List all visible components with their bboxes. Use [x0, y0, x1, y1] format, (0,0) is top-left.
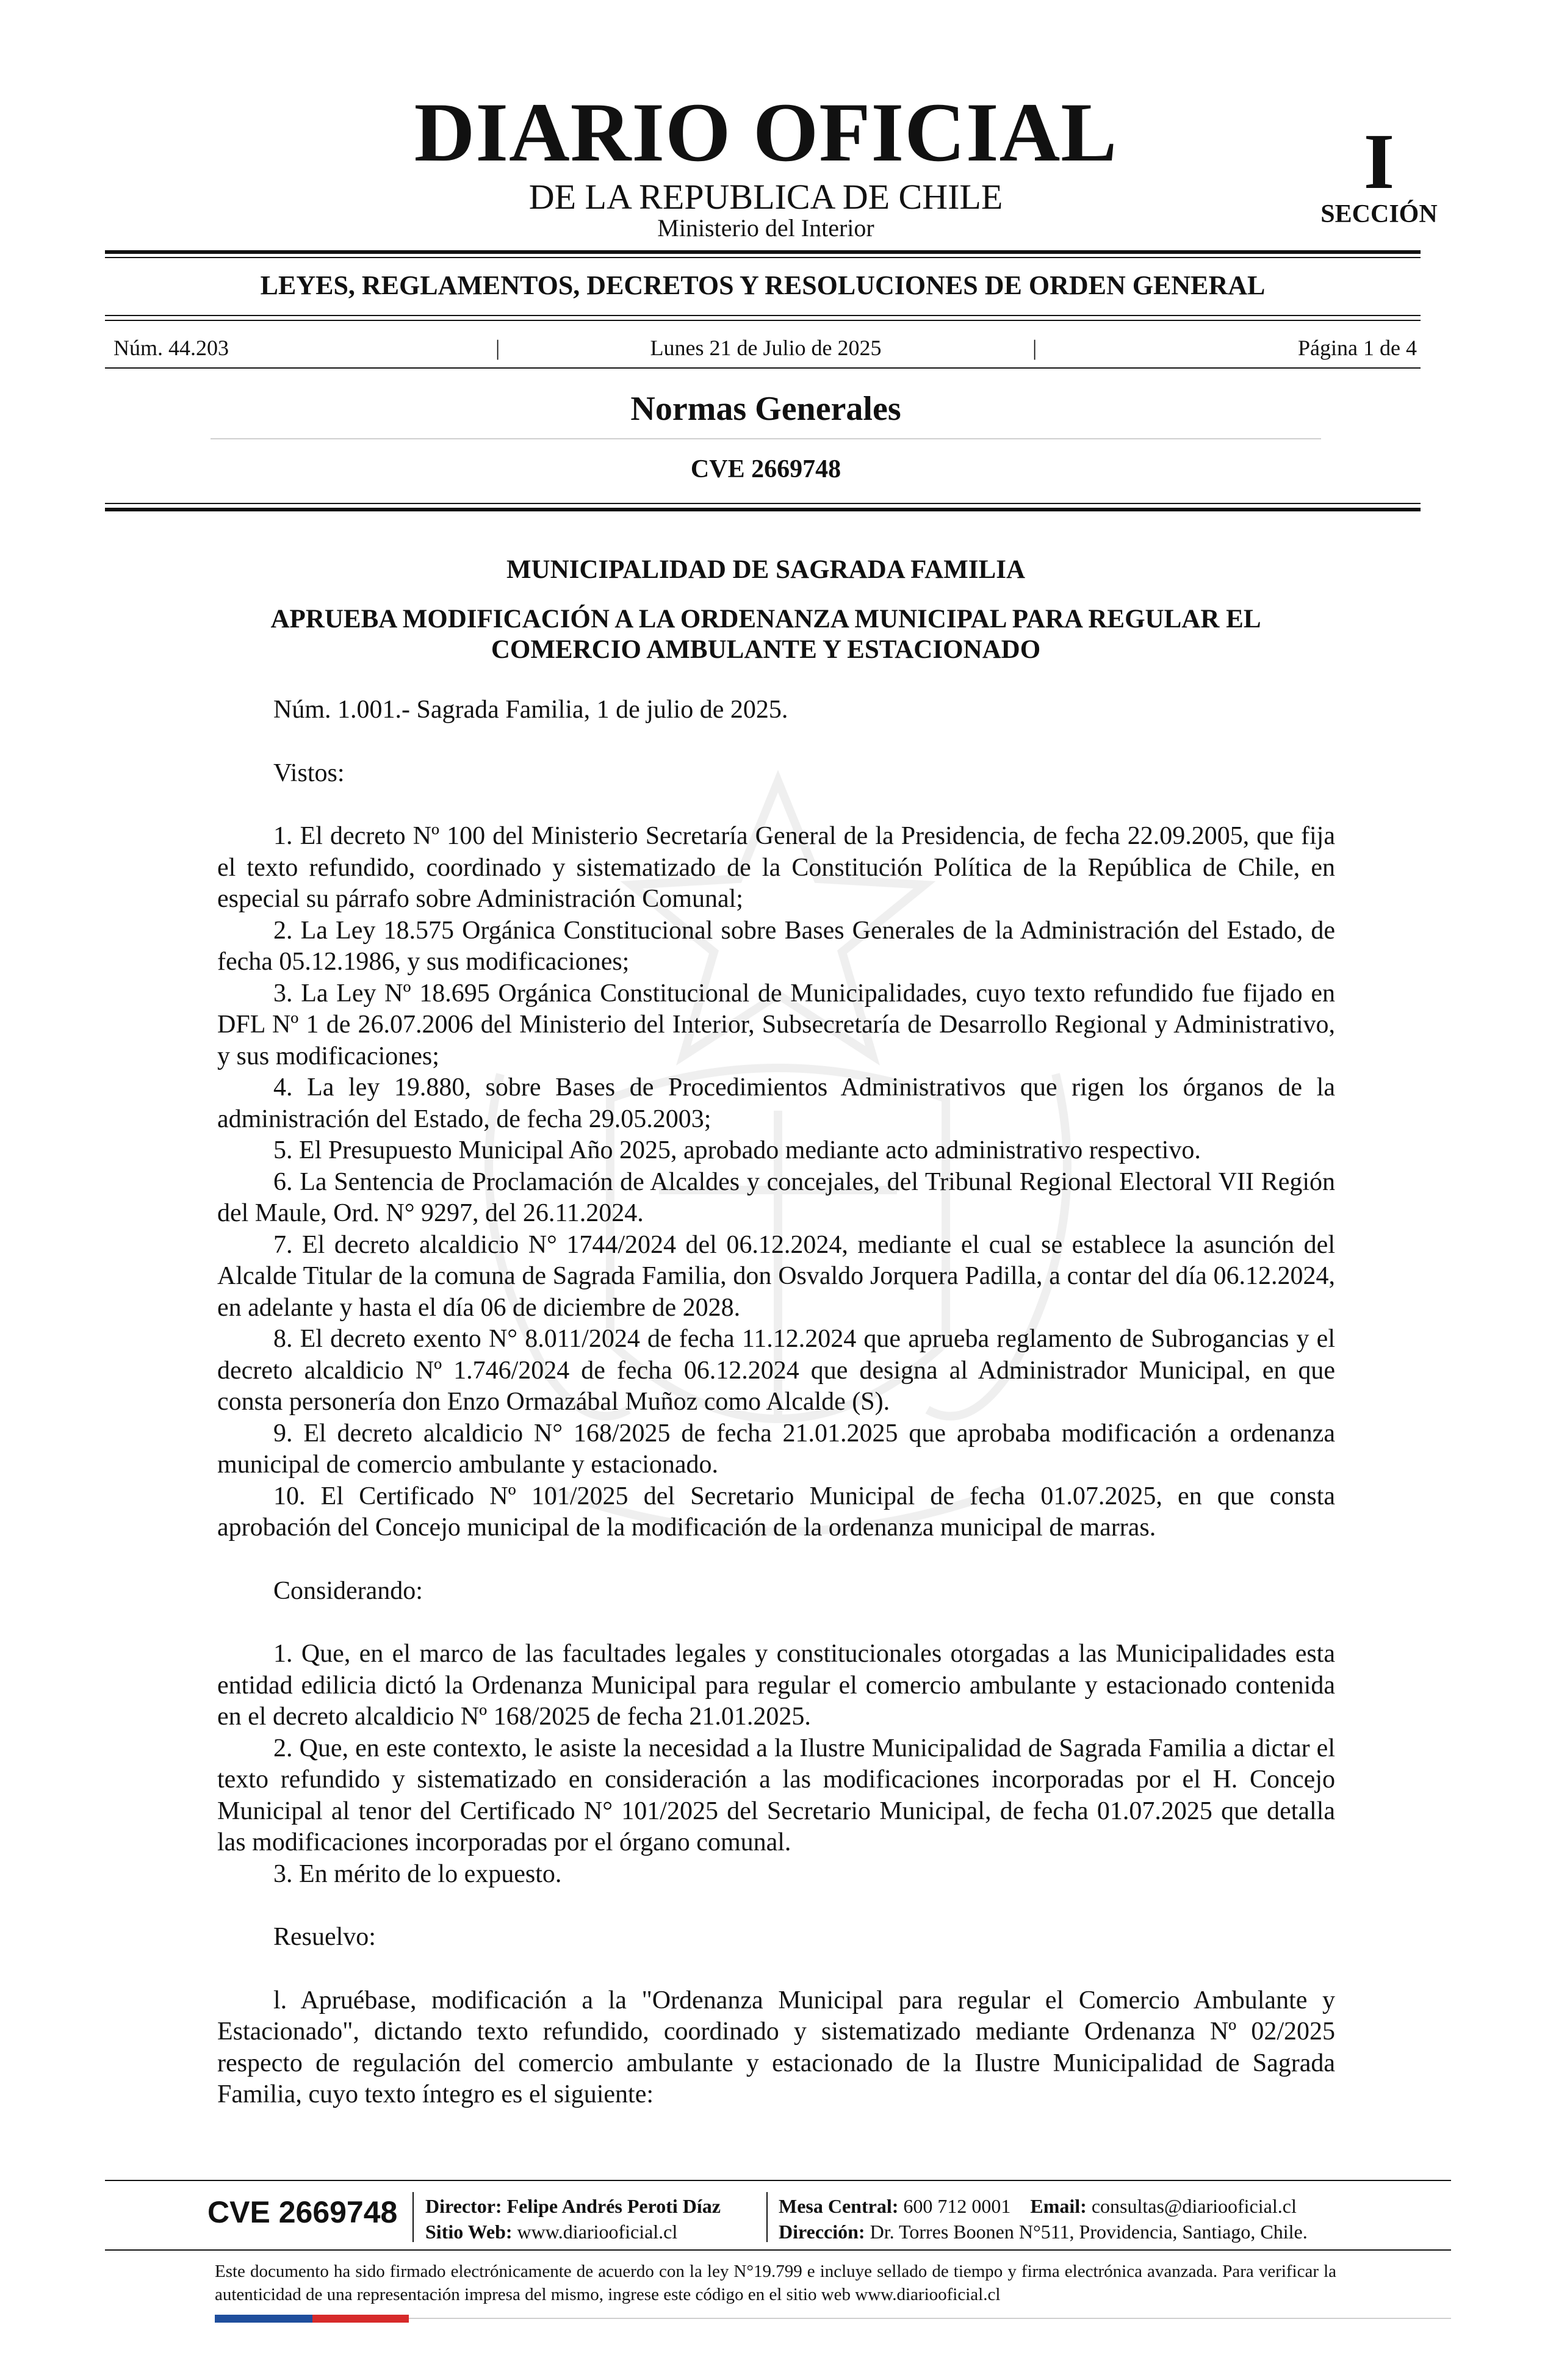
footer-divider [105, 2249, 1451, 2251]
issue-page: Página 1 de 4 [1298, 336, 1417, 360]
category-divider-2 [105, 320, 1421, 321]
email-link[interactable]: consultas@diariooficial.cl [1091, 2195, 1297, 2217]
masthead-divider [105, 250, 1421, 254]
director-name: Felipe Andrés Peroti Díaz [506, 2195, 721, 2217]
section-number: I [1363, 118, 1395, 206]
section-divider [211, 438, 1321, 439]
considerando-item: 3. En mérito de lo expuesto. [273, 1859, 562, 1888]
vistos-heading: Vistos: [273, 759, 345, 787]
category-divider [105, 315, 1421, 316]
vistos-item: 9. El decreto alcaldicio N° 168/2025 de fecha 21.01.2025 que aprobaba modificación a ordenanza municipal de comercio ambulante y estacionado. [217, 1419, 1335, 1479]
footer-legal-notice: Este documento ha sido firmado electrónicamente de acuerdo con la ley N°19.799 e incluye sellado de tiempo y firma electrónica avanzada. Para verificar la autenticidad de una representación impresa del mismo, ingrese este código en el sitio web www.diariooficial.cl [215, 2262, 1336, 2304]
footer-divider [105, 2180, 1451, 2181]
masthead-subtitle: DE LA REPUBLICA DE CHILE [528, 177, 1003, 217]
document-body [217, 694, 1335, 2111]
section-label: SECCIÓN [1320, 200, 1438, 228]
vistos-item: 6. La Sentencia de Proclamación de Alcaldes y concejales, del Tribunal Regional Electoral VII Región del Maule, Ord. N° 9297, del 26.11.2024. [217, 1167, 1335, 1227]
issue-number: Núm. 44.203 [113, 336, 229, 360]
cve-code: CVE 2669748 [690, 455, 841, 483]
masthead-ministry: Ministerio del Interior [657, 214, 874, 242]
website-label: Sitio Web: [425, 2221, 513, 2243]
vistos-item: 5. El Presupuesto Municipal Año 2025, aprobado mediante acto administrativo respectivo. [273, 1136, 1201, 1164]
resuelvo-item: l. Apruébase, modificación a la "Ordenanza Municipal para regular el Comercio Ambulante y Estacionado", dictando texto refundido, coordinado y sistematizado mediante Ordenanza Nº 02/2025 respecto de regulación del comercio ambulante y estacionado de la Ilustre Municipalidad de Sagrada Familia, cuyo texto íntegro es el siguiente: [217, 1986, 1335, 2108]
resuelvo-heading: Resuelvo: [273, 1923, 376, 1951]
header-divider [105, 503, 1421, 504]
meta-divider [105, 367, 1421, 369]
footer-separator [412, 2192, 414, 2242]
flag-stripe-red [312, 2315, 409, 2323]
vistos-item: 4. La ley 19.880, sobre Bases de Procedimientos Administrativos que rigen los órganos de la administración del Estado, de fecha 29.05.2003; [217, 1073, 1335, 1133]
vistos-item: 3. La Ley Nº 18.695 Orgánica Constitucional de Municipalidades, cuyo texto refundido fue fijado en DFL Nº 1 de 26.07.2006 del Ministerio del Interior, Subsecretaría de Desarrollo Regional y Administrativo, y sus modificaciones; [217, 979, 1335, 1070]
director-label: Director: [425, 2195, 502, 2217]
address-label: Dirección: [779, 2221, 865, 2243]
decree-intro: Núm. 1.001.- Sagrada Familia, 1 de julio de 2025. [273, 696, 788, 724]
website-link[interactable]: www.diariooficial.cl [517, 2221, 678, 2243]
vistos-item: 10. El Certificado Nº 101/2025 del Secretario Municipal de fecha 01.07.2025, en que consta aprobación del Concejo municipal de la modificación de la ordenanza municipal de marras. [217, 1482, 1335, 1542]
flag-stripe-blue [215, 2315, 312, 2323]
footer-bottom-rule [409, 2318, 1451, 2319]
email-label: Email: [1030, 2195, 1087, 2217]
masthead-title: DIARIO OFICIAL [414, 85, 1118, 179]
issue-separator: | [495, 336, 500, 360]
issue-separator: | [1032, 336, 1037, 360]
considerando-item: 1. Que, en el marco de las facultades legales y constitucionales otorgadas a las Municipalidades esta entidad edilicia dictó la Ordenanza Municipal para regular el comercio ambulante y estacionado contenida en el decreto alcaldicio Nº 168/2025 de fecha 21.01.2025. [217, 1640, 1335, 1731]
footer-separator [766, 2192, 768, 2242]
vistos-item: 2. La Ley 18.575 Orgánica Constitucional sobre Bases Generales de la Administración del Estado, de fecha 05.12.1986, y sus modificaciones; [217, 916, 1335, 976]
footer-contact-block [779, 2193, 1308, 2245]
considerando-heading: Considerando: [273, 1576, 423, 1605]
header-divider-thick [105, 508, 1421, 511]
document-title-line: COMERCIO AMBULANTE Y ESTACIONADO [491, 635, 1041, 664]
footer-cve: CVE 2669748 [207, 2195, 398, 2229]
central-phone: 600 712 0001 [903, 2195, 1011, 2217]
section-heading: Normas Generales [630, 390, 901, 428]
vistos-item: 8. El decreto exento N° 8.011/2024 de fecha 11.12.2024 que aprueba reglamento de Subrogancias y el decreto alcaldicio Nº 1.746/2024 de fecha 06.12.2024 que designa al Administrador Municipal, en que consta personería don Enzo Ormazábal Muñoz como Alcalde (S). [217, 1325, 1335, 1416]
footer-director-block [425, 2193, 721, 2245]
central-label: Mesa Central: [779, 2195, 899, 2217]
document-title-line: APRUEBA MODIFICACIÓN A LA ORDENANZA MUNICIPAL PARA REGULAR EL [270, 605, 1261, 633]
address-value: Dr. Torres Boonen N°511, Providencia, Santiago, Chile. [870, 2221, 1308, 2243]
vistos-item: 1. El decreto Nº 100 del Ministerio Secretaría General de la Presidencia, de fecha 22.09.2005, que fija el texto refundido, coordinado y sistematizado de la Constitución Política de la República de Chile, en especial su párrafo sobre Administración Comunal; [217, 822, 1335, 913]
masthead-divider-thin [105, 257, 1421, 258]
issuer-heading: MUNICIPALIDAD DE SAGRADA FAMILIA [506, 555, 1026, 584]
considerando-item: 2. Que, en este contexto, le asiste la necesidad a la Ilustre Municipalidad de Sagrada Familia a dictar el texto refundido y sistematizado en consideración a las modificaciones incorporadas por el H. Concejo Municipal al tenor del Certificado N° 101/2025 del Secretario Municipal, de fecha 01.07.2025 que detalla las modificaciones incorporadas por el órgano comunal. [217, 1734, 1335, 1856]
document-title [201, 604, 1330, 665]
issue-date: Lunes 21 de Julio de 2025 [650, 336, 882, 360]
category-heading: LEYES, REGLAMENTOS, DECRETOS Y RESOLUCIONES DE ORDEN GENERAL [260, 270, 1266, 300]
vistos-item: 7. El decreto alcaldicio N° 1744/2024 del 06.12.2024, mediante el cual se establece la asunción del Alcalde Titular de la comuna de Sagrada Familia, don Osvaldo Jorquera Padilla, a contar del día 06.12.2024, en adelante y hasta el día 06 de diciembre de 2028. [217, 1230, 1335, 1322]
